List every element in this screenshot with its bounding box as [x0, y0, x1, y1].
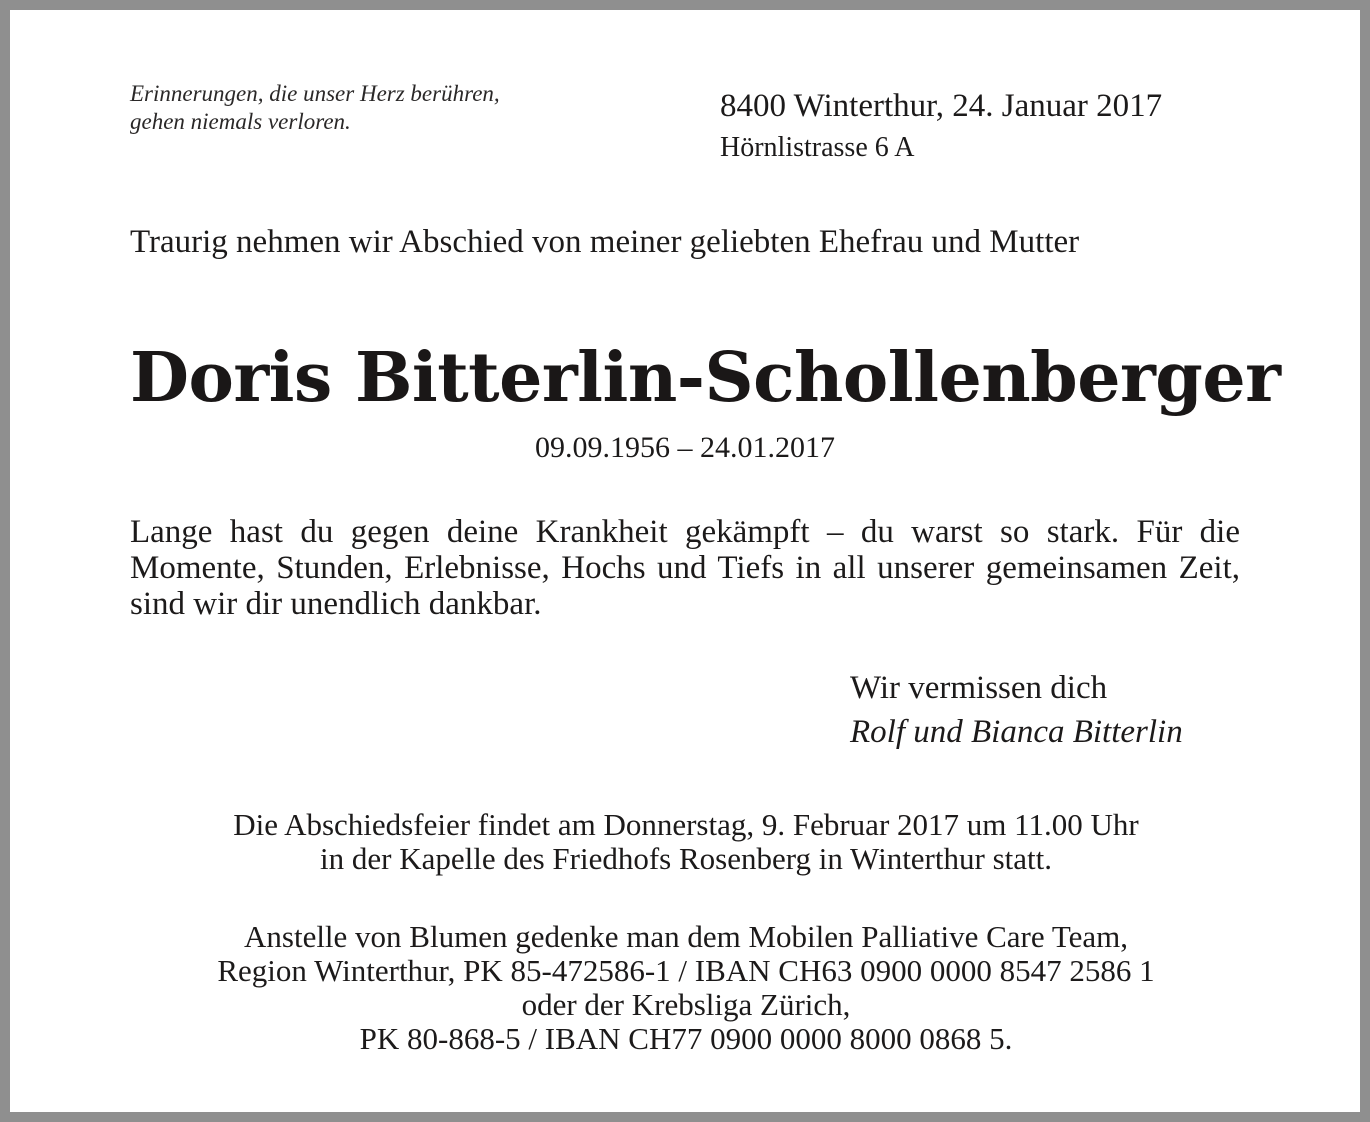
motto-quote: [130, 80, 500, 136]
intro-text: Traurig nehmen wir Abschied von meiner geliebten Ehefrau und Mutter: [130, 224, 1080, 260]
deceased-name: Doris Bitterlin-Schollenberger: [130, 338, 1281, 418]
donation-line: oder der Krebsliga Zürich,: [521, 987, 851, 1022]
ceremony-line: Die Abschiedsfeier findet am Donnerstag, 9. Februar 2017 um 11.00 Uhr: [233, 807, 1139, 842]
life-dates: 09.09.1956 – 24.01.2017: [535, 431, 835, 464]
donation-line: Region Winterthur, PK 85-472586-1 / IBAN CH63 0900 0000 8547 2586 1: [217, 953, 1155, 988]
donation-line: Anstelle von Blumen gedenke man dem Mobilen Palliative Care Team,: [244, 919, 1128, 954]
place-and-date: 8400 Winterthur, 24. Januar 2017: [720, 88, 1163, 124]
ceremony-info: [130, 808, 1242, 876]
donation-info: [130, 920, 1242, 1056]
motto-line: gehen niemals verloren.: [130, 109, 351, 134]
street-address: Hörnlistrasse 6 A: [720, 132, 915, 163]
ceremony-line: in der Kapelle des Friedhofs Rosenberg in Winterthur statt.: [320, 841, 1052, 876]
farewell-message: Lange hast du gegen deine Krankheit gekämpft – du warst so stark. Für die Momente, Stunden, Erlebnisse, Hochs und Tiefs in all unserer gemeinsamen Zeit, sind wir dir unendlich dankbar.: [130, 514, 1240, 622]
donation-line: PK 80-868-5 / IBAN CH77 0900 0000 8000 0868 5.: [359, 1021, 1013, 1056]
closing-phrase: Wir vermissen dich: [850, 670, 1108, 706]
signers: Rolf und Bianca Bitterlin: [850, 714, 1183, 750]
motto-line: Erinnerungen, die unser Herz berühren,: [130, 81, 500, 106]
